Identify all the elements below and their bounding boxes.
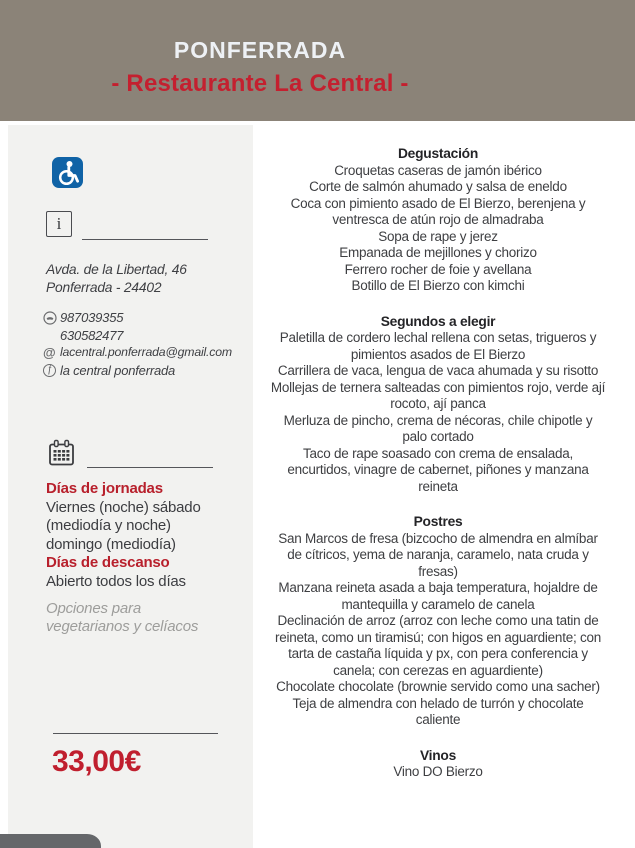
- menu-section: [253, 146, 623, 295]
- info-icon: [46, 211, 72, 237]
- menu-content: [253, 146, 623, 800]
- facebook-icon: f: [43, 364, 56, 377]
- menu-item: Merluza de pincho, crema de nécoras, chile chipotle y palo cortado: [283, 412, 593, 444]
- header-title-block: [0, 0, 520, 98]
- menu-section-title: Degustación: [397, 146, 479, 161]
- phone-number: 630582477: [60, 327, 124, 343]
- workdays-text: Viernes (noche) sábado (mediodía y noche) domingo (mediodía): [46, 498, 201, 553]
- calendar-icon: [48, 439, 75, 467]
- phone-number: 987039355: [60, 310, 124, 325]
- menu-section: [253, 748, 623, 781]
- phone-icon: [43, 311, 57, 325]
- dietary-note: Opciones para vegetarianos y celíacos: [46, 600, 199, 635]
- menu-item: Empanada de mejillones y chorizo: [339, 245, 537, 260]
- menu-item: Declinación de arroz (arroz con leche como una tatin de reineta, como un tiramisú; con higos en aguardiente; con tarta de castaña líquida y px, con pera conferencia y canela; con cerezas en aguardiente): [275, 613, 601, 678]
- restaurant-title: - Restaurante La Central -: [111, 70, 409, 97]
- menu-item: Vino DO Bierzo: [393, 764, 483, 779]
- info-sidebar: [8, 125, 253, 848]
- page-header: [0, 0, 635, 121]
- menu-section-title: Postres: [413, 514, 463, 529]
- menu-item: Manzana reineta asada a baja temperatura, hojaldre de mantequilla y caramelo de canela: [278, 580, 598, 612]
- menu-section-title: Segundos a elegir: [380, 313, 496, 329]
- menu-item: Sopa de rape y jerez: [378, 228, 498, 244]
- email-icon: @: [43, 344, 56, 360]
- rest-days-label: Días de descanso: [46, 554, 170, 571]
- menu-item: Paletilla de cordero lechal rellena con setas, trigueros y pimientos asados de El Bierzo: [279, 330, 597, 362]
- contact-block: [43, 309, 248, 379]
- info-icon-glyph: i: [56, 214, 62, 233]
- divider-line: [82, 239, 208, 240]
- rest-days-text: Abierto todos los días: [46, 572, 186, 590]
- city-title: PONFERRADA: [173, 37, 347, 63]
- phone-row: [43, 327, 248, 345]
- accessibility-icon: [52, 157, 83, 188]
- facebook-row: [43, 362, 248, 380]
- menu-item: Croquetas caseras de jamón ibérico: [334, 162, 542, 178]
- menu-item: Taco de rape soasado con crema de ensalada, encurtidos, vinagre de cabernet, piñones y manzana reineta: [287, 445, 589, 494]
- address-line: Avda. de la Libertad, 46: [46, 262, 187, 277]
- menu-item: Mollejas de ternera salteadas con pimientos rojo, verde ají rocoto, ají panca: [270, 379, 606, 411]
- menu-price: 33,00€: [52, 745, 141, 778]
- menu-item: Coca con pimiento asado de El Bierzo, berenjena y ventresca de atún rojo de almadraba: [290, 195, 586, 227]
- menu-item: Corte de salmón ahumado y salsa de eneldo: [309, 179, 567, 194]
- workdays-label: Días de jornadas: [46, 480, 163, 497]
- address-block: [46, 261, 232, 296]
- menu-item: Carrillera de vaca, lengua de vaca ahumada y su risotto: [277, 363, 599, 378]
- menu-section-title: Vinos: [419, 747, 457, 763]
- menu-section: [253, 514, 623, 729]
- divider-line: [87, 467, 213, 468]
- menu-section: [253, 314, 623, 496]
- menu-item: Teja de almendra con helado de turrón y chocolate caliente: [292, 695, 584, 727]
- facebook-name: la central ponferrada: [60, 362, 176, 378]
- phone-icon-spacer: [43, 328, 57, 342]
- menu-item: Botillo de El Bierzo con kimchi: [351, 278, 525, 293]
- footer-tab: [0, 834, 101, 848]
- menu-item: Chocolate chocolate (brownie servido como una sacher): [276, 679, 600, 694]
- phone-row: [43, 309, 248, 327]
- menu-item: Ferrero rocher de foie y avellana: [344, 261, 532, 277]
- divider-line: [53, 733, 218, 734]
- schedule-block: [46, 480, 224, 636]
- email-row: [43, 344, 248, 362]
- menu-item: San Marcos de fresa (bizcocho de almendra en almíbar de cítricos, yema de naranja, caramelo, nata cruda y fresas): [278, 530, 598, 579]
- email-address: lacentral.ponferrada@gmail.com: [60, 345, 232, 359]
- address-line: Ponferrada - 24402: [46, 279, 162, 295]
